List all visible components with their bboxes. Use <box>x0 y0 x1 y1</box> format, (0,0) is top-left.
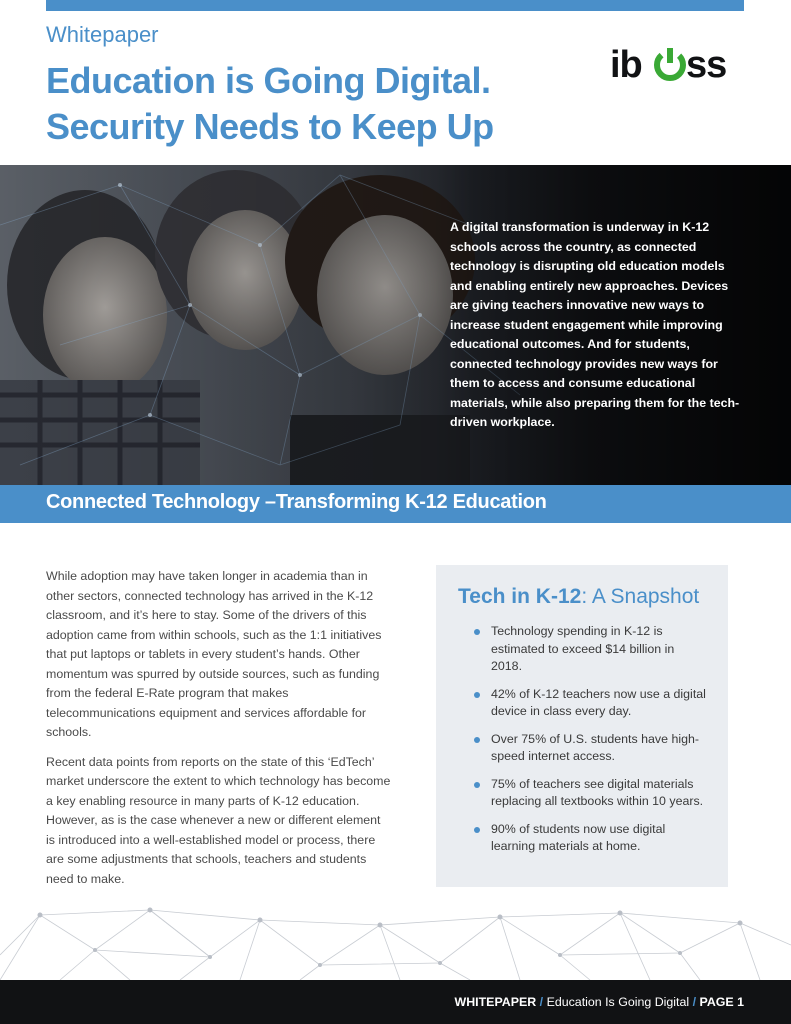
bullet-icon <box>474 692 480 698</box>
snapshot-title-rest: : A Snapshot <box>581 585 700 608</box>
snapshot-sidebar <box>436 565 728 887</box>
bullet-icon <box>474 629 480 635</box>
logo-text-ss: ss <box>686 44 727 84</box>
document-type-label: Whitepaper <box>46 22 159 47</box>
section-title: Connected Technology –Transforming K-12 Education <box>46 491 547 513</box>
list-item-text: 75% of teachers see digital materials replacing all textbooks within 10 years. <box>491 776 704 808</box>
footer-label: WHITEPAPER <box>454 995 537 1009</box>
page-footer <box>0 980 791 1024</box>
power-symbol-icon <box>657 48 683 78</box>
footer-separator: / <box>689 995 700 1009</box>
logo-text-ib: ib <box>610 44 642 84</box>
footer-page-number: PAGE 1 <box>699 995 744 1009</box>
list-item <box>458 776 706 811</box>
snapshot-list <box>458 623 706 856</box>
list-item <box>458 623 706 676</box>
iboss-logo <box>610 44 744 84</box>
list-item <box>458 731 706 766</box>
page-title <box>46 58 566 150</box>
hero-intro-text: A digital transformation is underway in K-12 schools across the country, as connected technology is disrupting old education models and enabling entirely new approaches. Devices are giving teachers innovative new ways to increase student engagement while improving educational outcomes. And for students, connected technology provides new ways for them to access and consume educational materials, while also preparing them for the tech-driven workplace. <box>450 220 740 429</box>
section-header-band <box>0 485 791 523</box>
snapshot-title-strong: Tech in K-12 <box>458 585 582 608</box>
body-paragraph: While adoption may have taken longer in academia than in other sectors, connected technology has arrived in the K-12 classroom, and it’s here to stay. Some of the drivers of this adoption came from within schools, such as the 1:1 initiatives that put laptops or tablets in every student’s hands. Other momentum was spurred by outside sources, such as funding from the federal E-Rate program that makes telecommunications equipment and services affordable for schools. <box>46 569 382 739</box>
list-item <box>458 686 706 721</box>
title-line-2: Security Needs to Keep Up <box>46 106 494 147</box>
title-line-1: Education is Going Digital. <box>46 60 491 101</box>
bullet-icon <box>474 782 480 788</box>
hero-banner <box>0 165 791 485</box>
footer-separator: / <box>536 995 547 1009</box>
snapshot-title <box>458 585 706 609</box>
footer-doc-title: Education Is Going Digital <box>546 995 690 1009</box>
list-item <box>458 821 706 856</box>
list-item-text: Over 75% of U.S. students have high- speed internet access. <box>491 731 699 763</box>
network-mesh-decoration <box>0 895 791 980</box>
list-item-text: 90% of students now use digital learning materials at home. <box>491 821 666 853</box>
top-accent-bar <box>46 0 744 11</box>
bullet-icon <box>474 737 480 743</box>
body-text-column <box>46 567 392 899</box>
bullet-icon <box>474 827 480 833</box>
list-item-text: 42% of K-12 teachers now use a digital device in class every day. <box>491 686 706 718</box>
body-paragraph: Recent data points from reports on the state of this ‘EdTech’ market underscore the extent to which technology has become a key enabling resource in many parts of K-12 education. However, as is the case whenever a new or different element is introduced into a well-established model or process, there are some adjustments that schools, teachers and students need to make. <box>46 754 391 886</box>
footer-text <box>455 995 744 1009</box>
list-item-text: Technology spending in K-12 is estimated to exceed $14 billion in 2018. <box>491 624 675 673</box>
